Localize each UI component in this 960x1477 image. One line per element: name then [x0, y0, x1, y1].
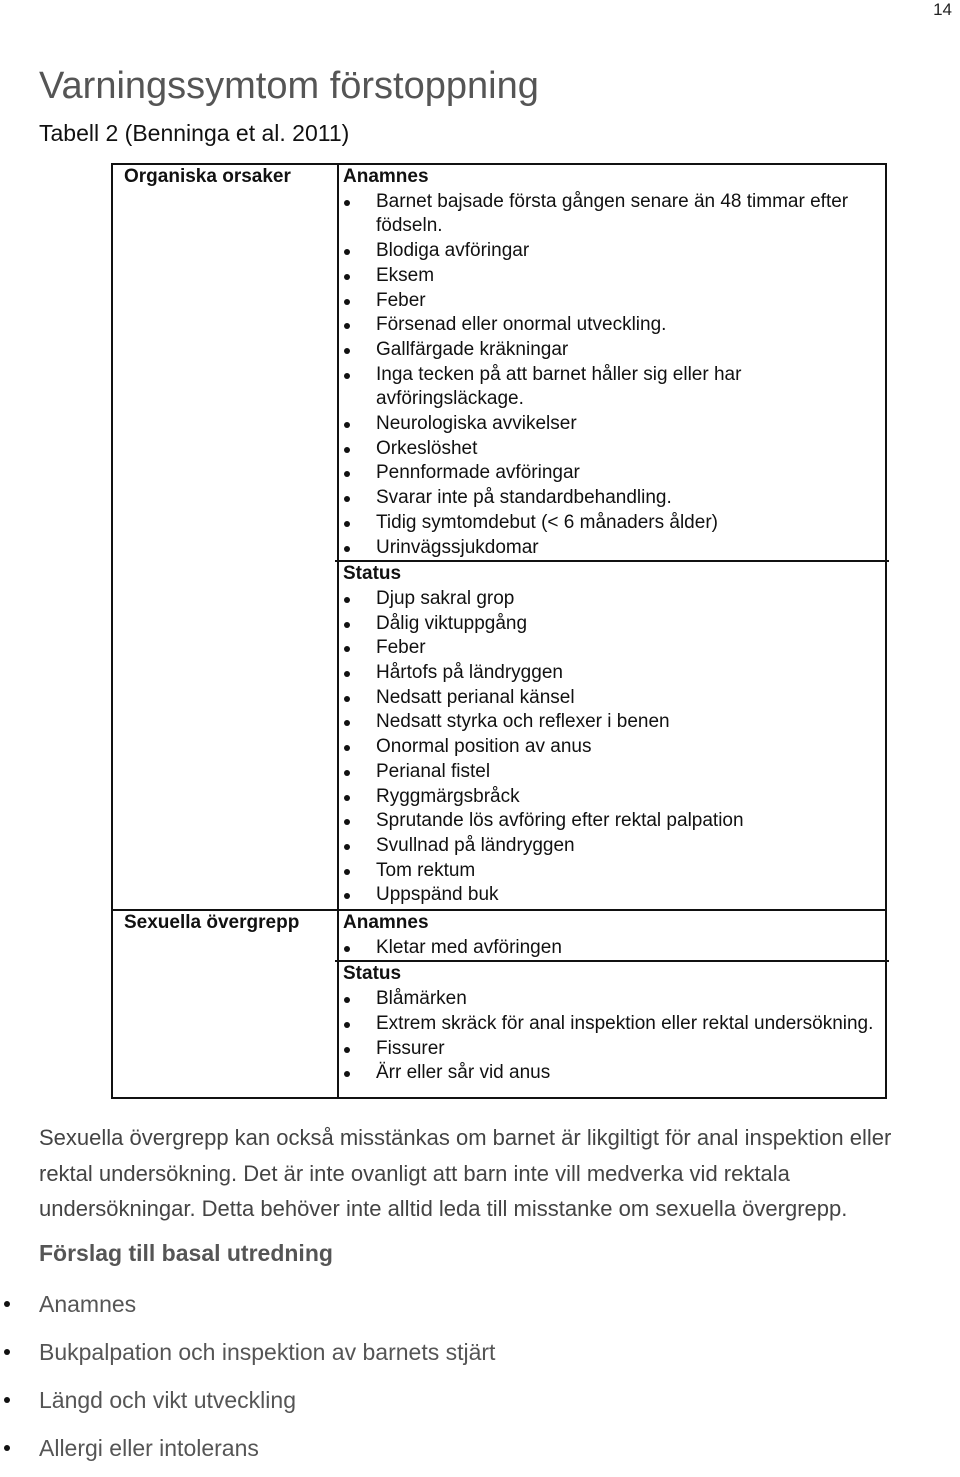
history-heading: Anamnes	[343, 912, 429, 933]
list-item: Eksem	[339, 264, 885, 289]
list-item: Tidig symtomdebut (< 6 månaders ålder)	[339, 511, 885, 536]
status-list	[339, 587, 885, 908]
list-item: Kletar med avföringen	[339, 936, 885, 961]
list-item: Feber	[339, 636, 885, 661]
list-item: Onormal position av anus	[339, 735, 885, 760]
list-item: Orkeslöshet	[339, 437, 885, 462]
list-item: Allergi eller intolerans	[0, 1429, 495, 1477]
list-item: Gallfärgade kräkningar	[339, 338, 885, 363]
list-item: Ryggmärgsbråck	[339, 785, 885, 810]
list-item: Barnet bajsade första gången senare än 48 timmar efter födseln.	[339, 190, 885, 239]
history-list	[339, 936, 885, 961]
list-item: Nedsatt styrka och reflexer i benen	[339, 710, 885, 735]
list-item: Hårtofs på ländryggen	[339, 661, 885, 686]
list-item: Ärr eller sår vid anus	[339, 1061, 885, 1086]
category-label-abuse: Sexuella övergrepp	[124, 912, 300, 933]
section-title: Förslag till basal utredning	[39, 1240, 333, 1266]
page-number: 14	[933, 0, 952, 19]
list-item: Extrem skräck för anal inspektion eller rektal undersökning.	[339, 1012, 885, 1037]
list-item: Fissurer	[339, 1037, 885, 1062]
list-item: Uppspänd buk	[339, 883, 885, 908]
warning-symptoms-table	[111, 163, 887, 1099]
history-heading: Anamnes	[343, 166, 429, 187]
page-title: Varningssymtom förstoppning	[39, 65, 539, 107]
category-cell	[112, 164, 338, 910]
list-item: Sprutande lös avföring efter rektal palpation	[339, 809, 885, 834]
list-item: Blåmärken	[339, 987, 885, 1012]
list-item: Neurologiska avvikelser	[339, 412, 885, 437]
status-heading: Status	[343, 563, 402, 585]
list-item: Svarar inte på standardbehandling.	[339, 486, 885, 511]
criteria-cell-abuse	[338, 910, 886, 1098]
list-item: Svullnad på ländryggen	[339, 834, 885, 859]
list-item: Perianal fistel	[339, 760, 885, 785]
status-heading: Status	[343, 963, 402, 985]
history-list	[339, 190, 885, 561]
list-item: Bukpalpation och inspektion av barnets stjärt	[0, 1333, 495, 1381]
list-item: Dålig viktuppgång	[339, 612, 885, 637]
list-item: Längd och vikt utveckling	[0, 1381, 495, 1429]
list-item: Nedsatt perianal känsel	[339, 686, 885, 711]
list-item: Blodiga avföringar	[339, 239, 885, 264]
list-item: Försenad eller onormal utveckling.	[339, 313, 885, 338]
table-row-abuse	[112, 910, 886, 1098]
list-item: Tom rektum	[339, 859, 885, 884]
status-list	[339, 987, 885, 1086]
list-item: Urinvägssjukdomar	[339, 536, 885, 561]
list-item: Inga tecken på att barnet håller sig eller har avföringsläckage.	[339, 363, 885, 412]
list-item: Feber	[339, 289, 885, 314]
list-item: Djup sakral grop	[339, 587, 885, 612]
category-cell	[112, 910, 338, 1098]
list-item: Pennformade avföringar	[339, 461, 885, 486]
list-item: Anamnes	[0, 1285, 495, 1333]
criteria-cell-organic	[338, 164, 886, 910]
table-caption: Tabell 2 (Benninga et al. 2011)	[39, 120, 350, 146]
category-label-organic: Organiska orsaker	[124, 166, 291, 187]
table-row-organic	[112, 164, 886, 910]
body-paragraph: Sexuella övergrepp kan också misstänkas om barnet är likgiltigt för anal inspektion eller rektal undersökning. Det är inte ovanligt att barn inte vill medverka vid rektala undersökningar. Detta behöver inte alltid leda till misstanke om sexuella övergrepp.	[39, 1125, 892, 1221]
recommendation-list	[0, 1285, 495, 1477]
